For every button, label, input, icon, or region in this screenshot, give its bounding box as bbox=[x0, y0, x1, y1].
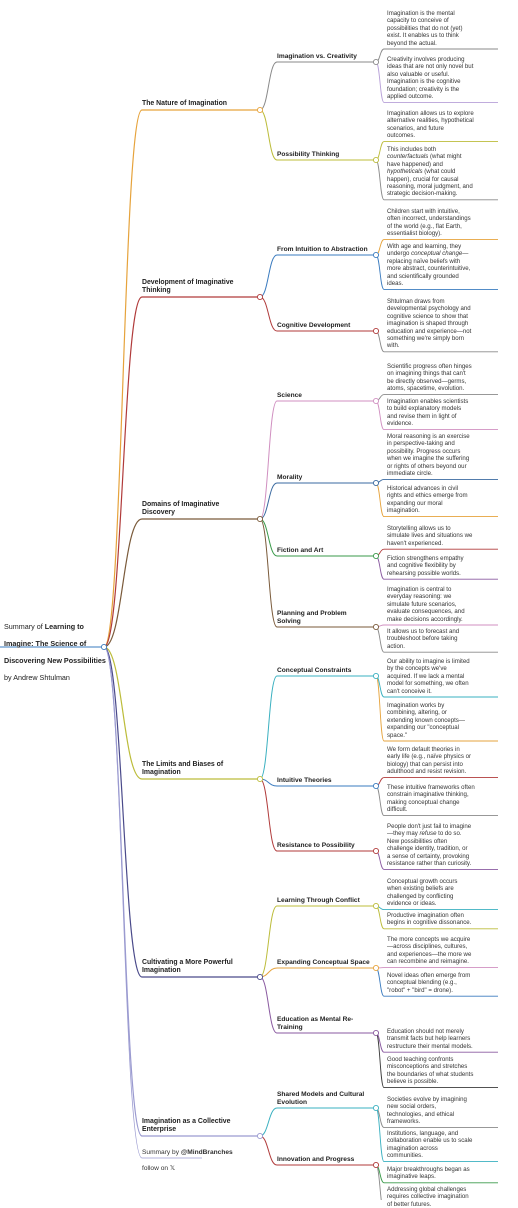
section-to-subtopic-link bbox=[260, 779, 277, 851]
leaf-note: Shtulman draws from developmental psychology and cognitive science to show that imagination is shaped through education and experience—not something we're simply born with. bbox=[387, 298, 497, 350]
subtopic-title: Expanding Conceptual Space bbox=[277, 959, 381, 967]
subtopic-to-leaf-link bbox=[376, 62, 384, 102]
subtopic-to-leaf-link bbox=[376, 786, 384, 816]
subtopic-to-leaf-link bbox=[376, 556, 384, 579]
section-title: The Limits and Biases of Imagination bbox=[142, 761, 270, 777]
subtopic-title: Learning Through Conflict bbox=[277, 897, 381, 905]
leaf-note: Imagination is central to everyday reasoning: we simulate future scenarios, evaluate consequences, and make decisions accordingly. bbox=[387, 586, 497, 623]
subtopic-to-leaf-link bbox=[376, 483, 384, 517]
section-to-subtopic-link bbox=[260, 977, 277, 1033]
subtopic-title: Shared Models and Cultural Evolution bbox=[277, 1091, 381, 1107]
subtopic-title: From Intuition to Abstraction bbox=[277, 246, 381, 254]
subtopic-title: Imagination vs. Creativity bbox=[277, 53, 381, 61]
root-to-section-link bbox=[104, 110, 142, 647]
subtopic-title: Resistance to Possibility bbox=[277, 842, 381, 850]
leaf-note: Imagination allows us to explore alternative realities, hypothetical scenarios, and future outcomes. bbox=[387, 110, 497, 140]
leaf-note: Imagination enables scientists to build explanatory models and revise them in light of evidence. bbox=[387, 398, 497, 428]
subtopic-title: Cognitive Development bbox=[277, 322, 381, 330]
root-title-line1: Learning to bbox=[45, 622, 84, 631]
credit-node bbox=[142, 1141, 252, 1173]
leaf-note: People don't just fail to imagine —they may refuse to do so. New possibilities often challenge identity, tradition, or a sense of certainty, provoking resistance rather than curiosity. bbox=[387, 823, 497, 867]
leaf-note: Addressing global challenges requires collective imagination of better futures. bbox=[387, 1186, 497, 1208]
leaf-note: Good teaching confronts misconceptions and stretches the boundaries of what students believe is possible. bbox=[387, 1056, 497, 1086]
subtopic-to-leaf-link bbox=[376, 401, 384, 430]
leaf-note: Scientific progress often hinges on imagining things that can't be directly observed—germs, atoms, spacetime, evolution. bbox=[387, 363, 497, 393]
leaf-note: The more concepts we acquire —across disciplines, cultures, and experiences—the more we can recombine and reimagine. bbox=[387, 936, 497, 966]
subtopic-to-leaf-link bbox=[376, 968, 384, 996]
root-to-credit-link bbox=[104, 647, 142, 1158]
root-title-line3: Discovering New Possibilities bbox=[4, 656, 106, 665]
section-to-subtopic-link bbox=[260, 297, 277, 331]
section-to-subtopic-link bbox=[260, 519, 277, 627]
section-title: Development of Imaginative Thinking bbox=[142, 279, 270, 295]
section-title: Cultivating a More Powerful Imagination bbox=[142, 959, 270, 975]
credit-handle: @MindBranches bbox=[181, 1149, 233, 1156]
root-to-section-link bbox=[104, 647, 142, 1136]
subtopic-title: Innovation and Progress bbox=[277, 1156, 381, 1164]
subtopic-to-leaf-link bbox=[376, 627, 384, 652]
subtopic-title: Science bbox=[277, 392, 381, 400]
leaf-note: Children start with intuitive, often incorrect, understandings of the world (e.g., flat Earth, essentialist biology). bbox=[387, 208, 497, 238]
credit-follow: follow on 𝕏 bbox=[142, 1165, 175, 1172]
leaf-note: These intuitive frameworks often constrain imaginative thinking, making conceptual change difficult. bbox=[387, 784, 497, 814]
section-to-subtopic-link bbox=[260, 1136, 277, 1165]
leaf-note: With age and learning, they undergo conceptual change— replacing naïve beliefs with more abstract, counterintuitive, and scientifically grounded ideas. bbox=[387, 243, 497, 287]
leaf-note: Imagination works by combining, altering, or extending known concepts— expanding our "conceptual space." bbox=[387, 702, 497, 739]
leaf-note: This includes both counterfactuals (what might have happened) and hypotheticals (what could happen), crucial for causal reasoning, moral judgment, and strategic decision-making. bbox=[387, 146, 497, 198]
leaf-note: Creativity involves producing ideas that are not only novel but also valuable or useful. Imagination is the cognitive foundation; creativity is the applied outcome. bbox=[387, 56, 497, 100]
leaf-note: Storytelling allows us to simulate lives and situations we haven't experienced. bbox=[387, 525, 497, 547]
subtopic-to-leaf-link bbox=[376, 255, 384, 289]
subtopic-title: Intuitive Theories bbox=[277, 777, 381, 785]
credit-prefix: Summary by bbox=[142, 1149, 181, 1156]
section-title: Imagination as a Collective Enterprise bbox=[142, 1118, 270, 1134]
leaf-note: Societies evolve by imagining new social orders, technologies, and ethical frameworks. bbox=[387, 1096, 497, 1126]
leaf-note: It allows us to forecast and troubleshoot before taking action. bbox=[387, 628, 497, 650]
leaf-note: Major breakthroughs began as imaginative leaps. bbox=[387, 1166, 497, 1181]
subtopic-title: Morality bbox=[277, 474, 381, 482]
root-to-section-link bbox=[104, 297, 142, 647]
section-title: The Nature of Imagination bbox=[142, 100, 270, 108]
root-title-line2: Imagine: The Science of bbox=[4, 639, 86, 648]
leaf-note: Novel ideas often emerge from conceptual blending (e.g., "robot" + "bird" = drone). bbox=[387, 972, 497, 994]
root-prefix: Summary of bbox=[4, 622, 45, 631]
leaf-note: Productive imagination often begins in cognitive dissonance. bbox=[387, 912, 497, 927]
leaf-note: We form default theories in early life (e.g., naïve physics or biology) that can persist into adulthood and resist revision. bbox=[387, 746, 497, 776]
subtopic-to-leaf-link bbox=[376, 160, 384, 200]
subtopic-title: Education as Mental Re- Training bbox=[277, 1016, 381, 1032]
section-title: Domains of Imaginative Discovery bbox=[142, 501, 270, 517]
leaf-note: Historical advances in civil rights and ethics emerge from expanding our moral imagination. bbox=[387, 485, 497, 515]
root-to-section-link bbox=[104, 647, 142, 977]
root-node bbox=[4, 614, 138, 683]
leaf-note: Imagination is the mental capacity to conceive of possibilities that do not (yet) exist. It enables us to think beyond the actual. bbox=[387, 10, 497, 47]
section-to-subtopic-link bbox=[260, 110, 277, 160]
leaf-note: Fiction strengthens empathy and cognitive flexibility by rehearsing possible worlds. bbox=[387, 555, 497, 577]
subtopic-title: Conceptual Constraints bbox=[277, 667, 381, 675]
subtopic-to-leaf-link bbox=[376, 331, 384, 352]
leaf-note: Education should not merely transmit facts but help learners restructure their mental models. bbox=[387, 1028, 497, 1050]
subtopic-title: Fiction and Art bbox=[277, 547, 381, 555]
subtopic-title: Planning and Problem Solving bbox=[277, 610, 381, 626]
leaf-note: Moral reasoning is an exercise in perspective-taking and possibility. Progress occurs when we imagine the suffering or rights of others beyond our immediate circle. bbox=[387, 433, 497, 477]
root-author: by Andrew Shtulman bbox=[4, 673, 70, 682]
subtopic-title: Possibility Thinking bbox=[277, 151, 381, 159]
leaf-note: Our ability to imagine is limited by the concepts we've acquired. If we lack a mental model for something, we often can't conceive it. bbox=[387, 658, 497, 695]
leaf-note: Institutions, language, and collaboration enable us to scale imagination across communities. bbox=[387, 1130, 497, 1160]
leaf-note: Conceptual growth occurs when existing beliefs are challenged by conflicting evidence or ideas. bbox=[387, 878, 497, 908]
